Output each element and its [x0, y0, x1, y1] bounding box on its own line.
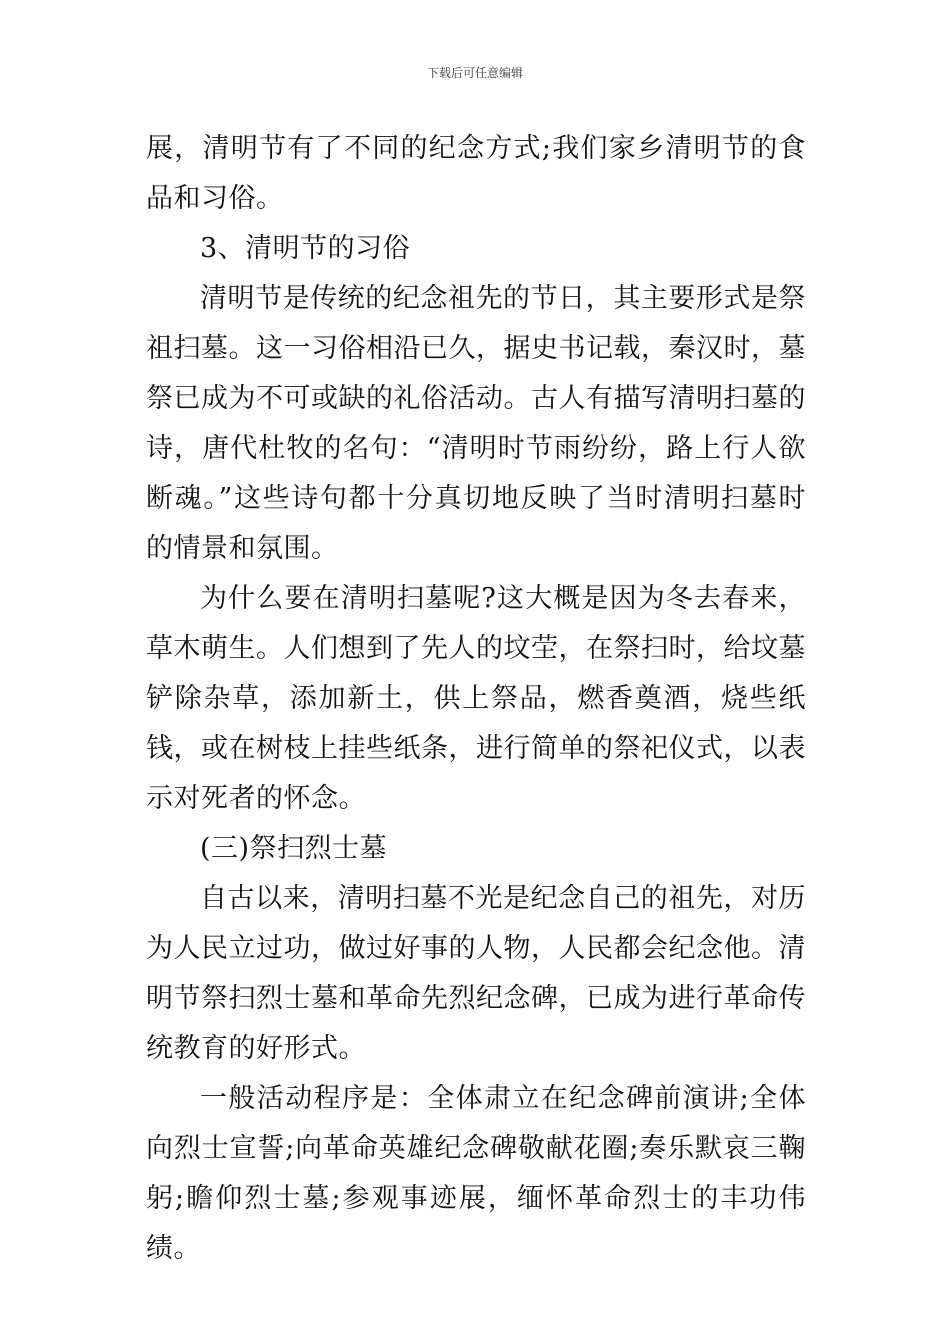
document-body — [146, 124, 806, 1274]
paragraph-why-sweep: 为什么要在清明扫墓呢?这大概是因为冬去春来，草木萌生。人们想到了先人的坟茔，在祭扫时，给坟墓铲除杂草，添加新土，供上祭品，燃香奠酒，烧些纸钱，或在树枝上挂些纸条，进行简单的祭祀仪式，以表示对死者的怀念。 — [146, 583, 806, 814]
section-heading-customs: 3、清明节的习俗 — [200, 233, 411, 264]
paragraph-tomb-sweeping: 清明节是传统的纪念祖先的节日，其主要形式是祭祖扫墓。这一习俗相沿已久，据史书记载，秦汉时，墓祭已成为不可或缺的礼俗活动。古人有描写清明扫墓的诗，唐代杜牧的名句：“清明时节雨纷纷，路上行人欲断魂。”这些诗句都十分真切地反映了当时清明扫墓时的情景和氛围。 — [146, 283, 806, 564]
page-header: 下载后可任意编辑 — [426, 66, 523, 80]
paragraph-activity-procedure: 一般活动程序是：全体肃立在纪念碑前演讲;全体向烈士宣誓;向革命英雄纪念碑敬献花圈;奏乐默哀三鞠躬;瞻仰烈士墓;参观事迹展，缅怀革命烈士的丰功伟绩。 — [146, 1083, 806, 1264]
paragraph-martyrs: 自古以来，清明扫墓不光是纪念自己的祖先，对历为人民立过功，做过好事的人物，人民都会纪念他。清明节祭扫烈士墓和革命先烈纪念碑，已成为进行革命传统教育的好形式。 — [146, 883, 806, 1064]
paragraph-intro-continuation: 展，清明节有了不同的纪念方式;我们家乡清明节的食品和习俗。 — [146, 133, 806, 214]
section-heading-martyrs: (三)祭扫烈士墓 — [200, 833, 388, 864]
